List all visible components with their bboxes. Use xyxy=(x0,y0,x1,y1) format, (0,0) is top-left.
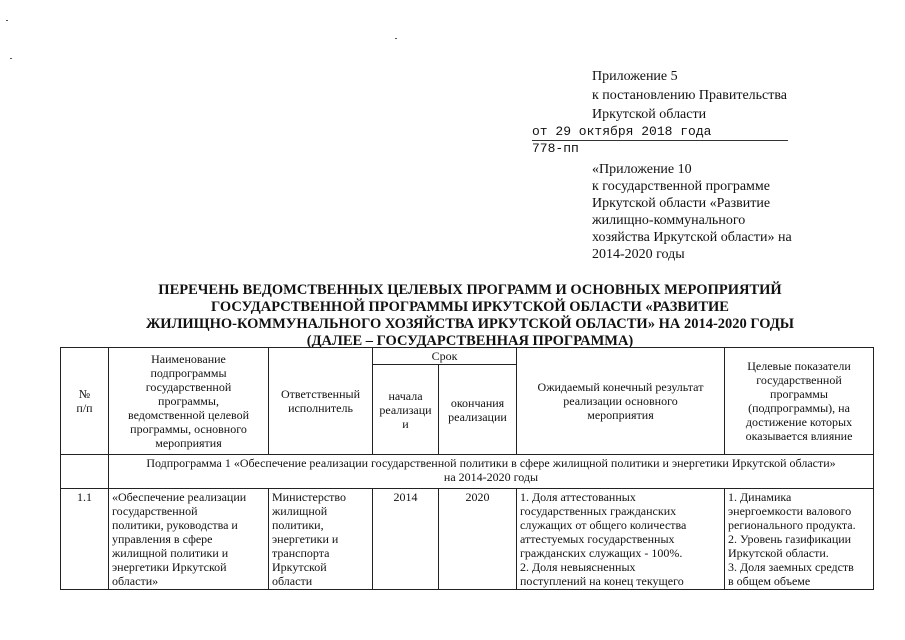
header-targets: Целевые показатели государственной программы (подпрограммы), на достижение которых оказывается влияние xyxy=(725,348,874,455)
scan-speck xyxy=(395,38,397,39)
subprogram-title: Подпрограмма 1 «Обеспечение реализации государственной политики в сфере жилищной политики и энергетики Иркутской области» на 2014-2020 годы xyxy=(109,455,874,489)
scan-speck xyxy=(6,20,8,21)
header-start: начала реализаци и xyxy=(373,365,439,455)
title-line: ГОСУДАРСТВЕННОЙ ПРОГРАММЫ ИРКУТСКОЙ ОБЛАСТИ «РАЗВИТИЕ xyxy=(211,299,729,315)
appendix2-line: жилищно-коммунального xyxy=(592,213,746,228)
header-end: окончания реализации xyxy=(439,365,517,455)
table-row xyxy=(61,489,874,590)
header-executor: Ответственный исполнитель xyxy=(269,348,373,455)
row-targets: 1. Динамика энергоемкости валового регионального продукта. 2. Уровень газификации Иркутской области. 3. Доля заемных средств в общем объеме xyxy=(725,489,874,590)
row-result: 1. Доля аттестованных государственных гражданских служащих от общего количества аттестуемых государственных гражданских служащих - 100%. 2. Доля невыясненных поступлений на конец текущего xyxy=(517,489,725,590)
appendix-header xyxy=(592,67,787,124)
appendix-line: Приложение 5 xyxy=(592,69,678,84)
row-executor: Министерство жилищной политики, энергетики и транспорта Иркутской области xyxy=(269,489,373,590)
appendix-line: к постановлению Правительства xyxy=(592,88,788,103)
header-num: № п/п xyxy=(61,348,109,455)
header-result: Ожидаемый конечный результат реализации основного мероприятия xyxy=(517,348,725,455)
row-name: «Обеспечение реализации государственной политики, руководства и управления в сфере жилищной политики и энергетики Иркутской области» xyxy=(109,489,269,590)
appendix-program-header xyxy=(592,161,792,263)
appendix-line: Иркутской области xyxy=(592,107,707,122)
header-name: Наименование подпрограммы государственной программы, ведомственной целевой программы, основного мероприятия xyxy=(109,348,269,455)
appendix2-line: Иркутской области «Развитие xyxy=(592,196,771,211)
title-line: ЖИЛИЩНО-КОММУНАЛЬНОГО ХОЗЯЙСТВА ИРКУТСКОЙ ОБЛАСТИ» НА 2014-2020 ГОДЫ xyxy=(145,316,795,332)
subprogram-num-cell xyxy=(61,455,109,489)
appendix2-line: «Приложение 10 xyxy=(592,162,692,177)
resolution-number: 778-пп xyxy=(532,141,579,156)
title-line: ПЕРЕЧЕНЬ ВЕДОМСТВЕННЫХ ЦЕЛЕВЫХ ПРОГРАММ И ОСНОВНЫХ МЕРОПРИЯТИЙ xyxy=(158,282,782,298)
title-line: (ДАЛЕЕ – ГОСУДАРСТВЕННАЯ ПРОГРАММА) xyxy=(306,333,634,349)
row-start: 2014 xyxy=(373,489,439,590)
appendix2-line: 2014-2020 годы xyxy=(592,247,685,262)
programs-table xyxy=(60,347,874,590)
row-end: 2020 xyxy=(439,489,517,590)
document-title xyxy=(110,282,830,350)
appendix2-line: хозяйства Иркутской области» на xyxy=(592,230,792,245)
appendix2-line: к государственной программе xyxy=(592,179,770,194)
header-term: Срок xyxy=(373,348,517,365)
resolution-date: от 29 октября 2018 года xyxy=(532,124,788,141)
row-num: 1.1 xyxy=(61,489,109,590)
scan-speck xyxy=(10,58,12,59)
